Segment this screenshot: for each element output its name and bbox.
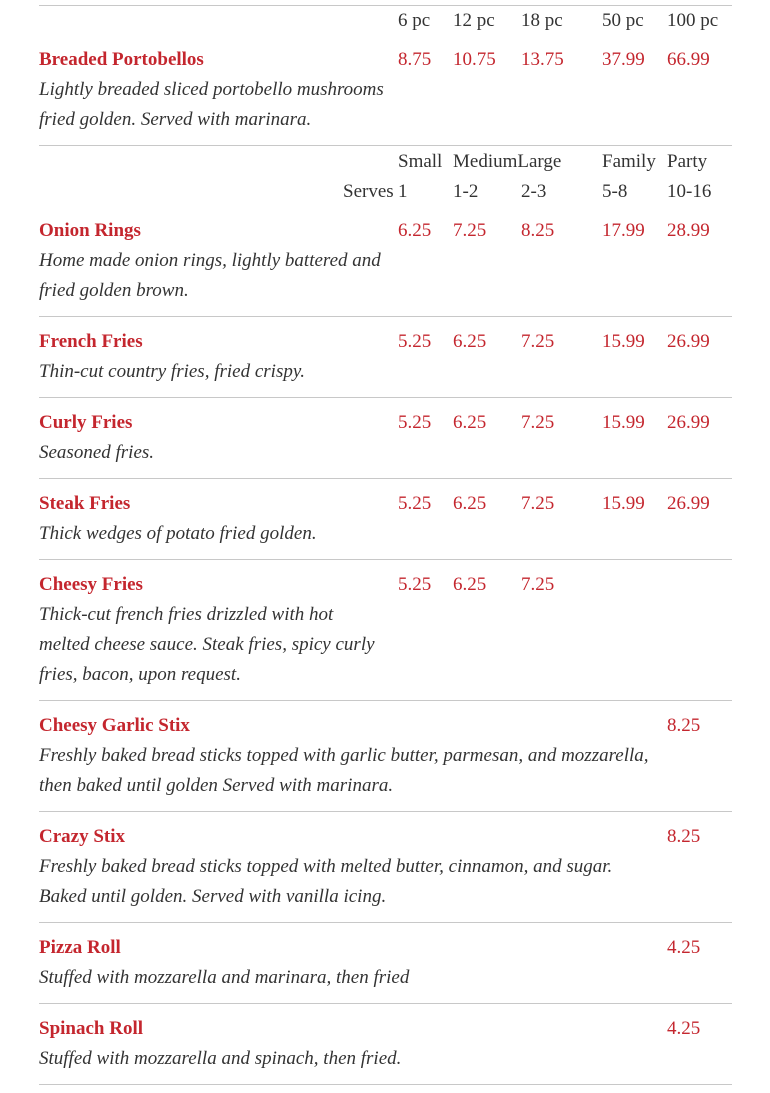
serves-small: 1 xyxy=(398,181,408,202)
divider xyxy=(39,316,732,317)
item-description: fries, bacon, upon request. xyxy=(39,664,241,685)
col-header-100pc: 100 pc xyxy=(667,10,719,31)
divider xyxy=(39,922,732,923)
serves-label: Serves xyxy=(343,181,394,202)
item-description: fried golden. Served with marinara. xyxy=(39,109,312,130)
price-party: 26.99 xyxy=(667,412,710,433)
price-small: 5.25 xyxy=(398,493,432,514)
col-header-small: Small xyxy=(398,151,443,172)
item-description: Stuffed with mozzarella and spinach, then fried. xyxy=(39,1048,402,1069)
price-family: 15.99 xyxy=(602,493,645,514)
item-description: Thick wedges of potato fried golden. xyxy=(39,523,317,544)
serves-family: 5-8 xyxy=(602,181,628,202)
item-description: Freshly baked bread sticks topped with garlic butter, parmesan, and mozzarella, xyxy=(39,745,649,766)
item-name: Steak Fries xyxy=(39,493,131,514)
divider xyxy=(39,811,732,812)
price-medium: 6.25 xyxy=(453,412,487,433)
price-large: 7.25 xyxy=(521,331,555,352)
price-large: 7.25 xyxy=(521,574,555,595)
col-header-party: Party xyxy=(667,151,708,172)
divider xyxy=(39,1003,732,1004)
divider xyxy=(39,700,732,701)
item-description: Thick-cut french fries drizzled with hot xyxy=(39,604,334,625)
item-name: Spinach Roll xyxy=(39,1018,144,1039)
item-description: Stuffed with mozzarella and marinara, then fried xyxy=(39,967,410,988)
price-18pc: 13.75 xyxy=(521,49,564,70)
item-name: Curly Fries xyxy=(39,412,133,433)
item-description: Seasoned fries. xyxy=(39,442,155,463)
price-large: 7.25 xyxy=(521,493,555,514)
item-description: Thin-cut country fries, fried crispy. xyxy=(39,361,305,382)
item-description: Home made onion rings, lightly battered and xyxy=(39,250,381,271)
item-name: Crazy Stix xyxy=(39,826,126,847)
divider xyxy=(39,478,732,479)
item-name: Cheesy Fries xyxy=(39,574,143,595)
price-medium: 6.25 xyxy=(453,574,487,595)
price-12pc: 10.75 xyxy=(453,49,496,70)
col-header-6pc: 6 pc xyxy=(398,10,431,31)
item-name: Onion Rings xyxy=(39,220,141,241)
item-name: French Fries xyxy=(39,331,143,352)
price-large: 7.25 xyxy=(521,412,555,433)
price-medium: 6.25 xyxy=(453,493,487,514)
serves-large: 2-3 xyxy=(521,181,547,202)
price-family: 15.99 xyxy=(602,331,645,352)
col-header-18pc: 18 pc xyxy=(521,10,563,31)
item-description: Freshly baked bread sticks topped with melted butter, cinnamon, and sugar. xyxy=(39,856,613,877)
col-header-50pc: 50 pc xyxy=(602,10,644,31)
item-price: 4.25 xyxy=(667,937,701,958)
item-price: 8.25 xyxy=(667,715,701,736)
divider xyxy=(39,145,732,146)
price-100pc: 66.99 xyxy=(667,49,710,70)
item-price: 8.25 xyxy=(667,826,701,847)
divider xyxy=(39,559,732,560)
price-medium: 7.25 xyxy=(453,220,487,241)
price-family: 15.99 xyxy=(602,412,645,433)
price-small: 5.25 xyxy=(398,412,432,433)
price-small: 6.25 xyxy=(398,220,432,241)
item-description: Baked until golden. Served with vanilla icing. xyxy=(39,886,387,907)
item-description: fried golden brown. xyxy=(39,280,189,301)
item-description: melted cheese sauce. Steak fries, spicy curly xyxy=(39,634,375,655)
item-name: Cheesy Garlic Stix xyxy=(39,715,190,736)
item-description: then baked until golden Served with marinara. xyxy=(39,775,394,796)
divider xyxy=(39,5,732,6)
divider xyxy=(39,1084,732,1085)
col-header-family: Family xyxy=(602,151,656,172)
price-medium: 6.25 xyxy=(453,331,487,352)
item-name: Breaded Portobellos xyxy=(39,49,204,70)
divider xyxy=(39,397,732,398)
item-description: Lightly breaded sliced portobello mushrooms xyxy=(39,79,384,100)
price-large: 8.25 xyxy=(521,220,555,241)
price-party: 26.99 xyxy=(667,493,710,514)
serves-party: 10-16 xyxy=(667,181,712,202)
price-small: 5.25 xyxy=(398,331,432,352)
price-party: 26.99 xyxy=(667,331,710,352)
price-party: 28.99 xyxy=(667,220,710,241)
price-6pc: 8.75 xyxy=(398,49,432,70)
col-header-12pc: 12 pc xyxy=(453,10,495,31)
serves-medium: 1-2 xyxy=(453,181,479,202)
price-50pc: 37.99 xyxy=(602,49,645,70)
price-family: 17.99 xyxy=(602,220,645,241)
item-name: Pizza Roll xyxy=(39,937,121,958)
item-price: 4.25 xyxy=(667,1018,701,1039)
col-header-medium-large: MediumLarge xyxy=(453,151,562,172)
price-small: 5.25 xyxy=(398,574,432,595)
